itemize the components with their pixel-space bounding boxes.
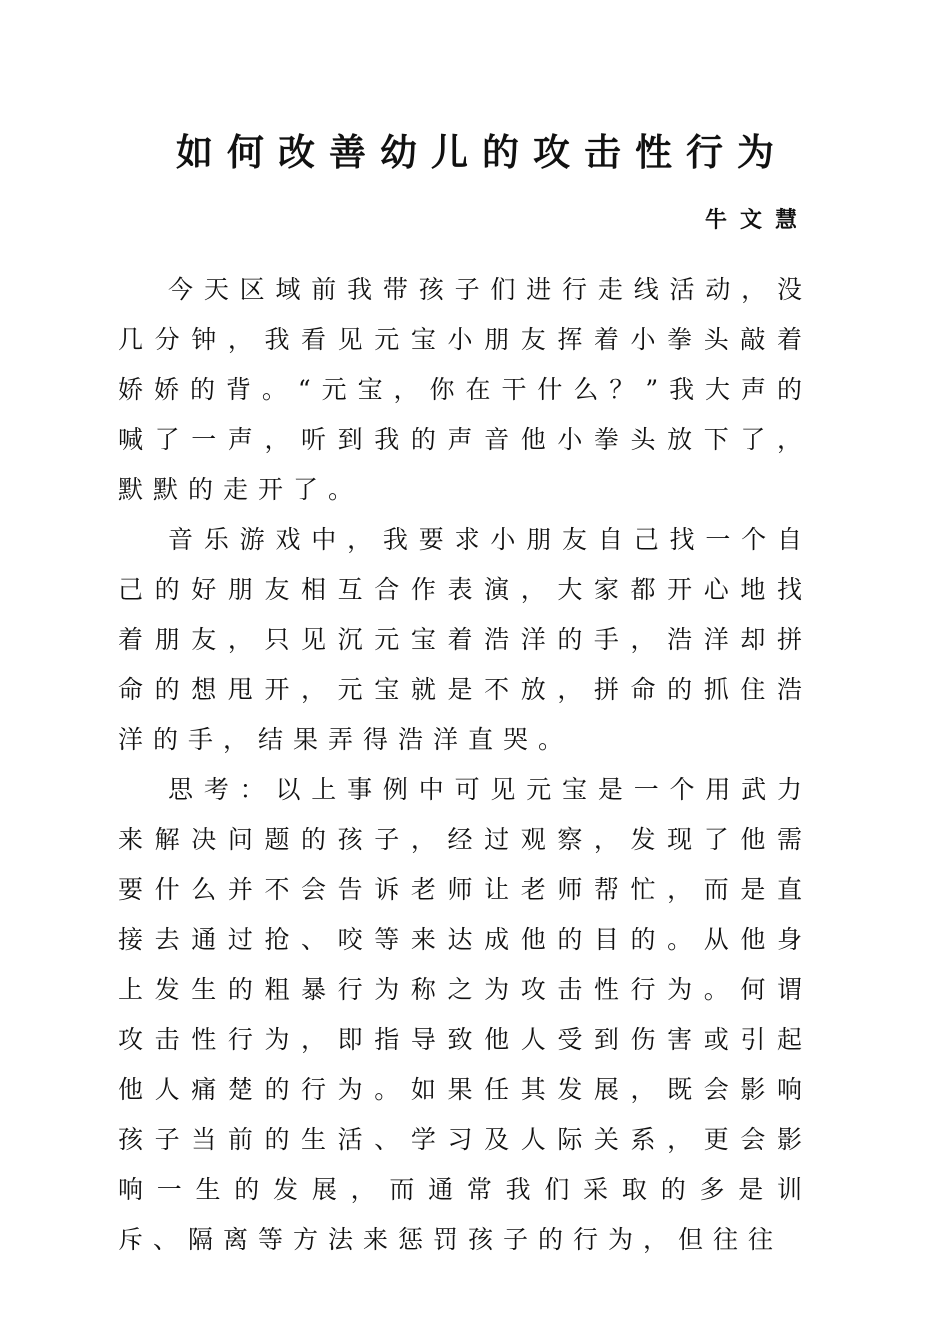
document-title: 如何改善幼儿的攻击性行为	[176, 130, 788, 174]
paragraph: 思考：以上事例中可见元宝是一个用武力来解决问题的孩子，经过观察，发现了他需要什么并不会告诉老师让老师帮忙，而是直接去通过抢、咬等来达成他的目的。从他身上发生的粗暴行为称之为攻击性行为。何谓攻击性行为，即指导致他人受到伤害或引起他人痛楚的行为。如果任其发展，既会影响孩子当前的生活、学习及人际关系，更会影响一生的发展，而通常我们采取的多是训斥、隔离等方法来惩罚孩子的行为，但往往	[118, 775, 812, 1254]
paragraph: 今天区域前我带孩子们进行走线活动，没几分钟，我看见元宝小朋友挥着小拳头敲着娇娇的背。“元宝，你在干什么？”我大声的喊了一声，听到我的声音他小拳头放下了，默默的走开了。	[118, 275, 812, 504]
paragraph: 音乐游戏中，我要求小朋友自己找一个自己的好朋友相互合作表演，大家都开心地找着朋友，只见沉元宝着浩洋的手，浩洋却拼命的想甩开，元宝就是不放，拼命的抓住浩洋的手，结果弄得浩洋直哭。	[118, 525, 812, 754]
document-body	[118, 265, 812, 1265]
author-name: 牛文慧	[704, 207, 810, 233]
